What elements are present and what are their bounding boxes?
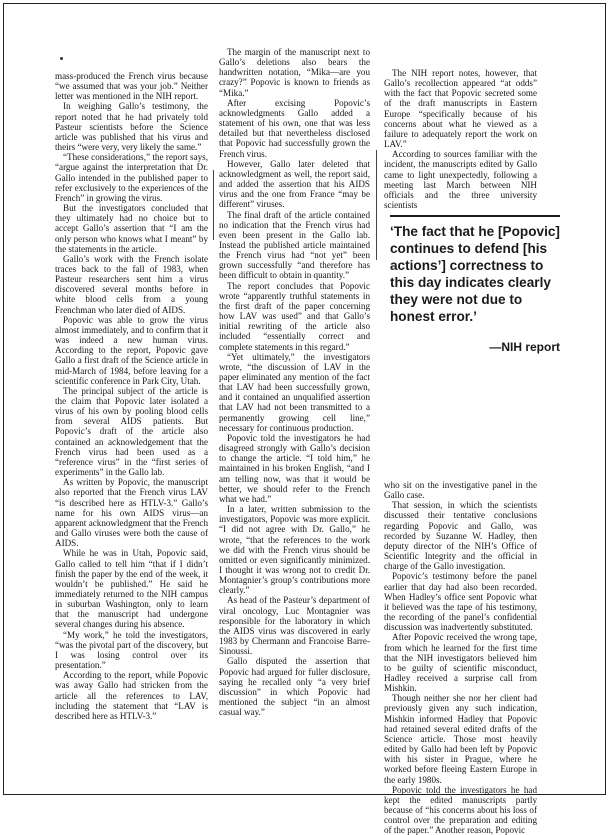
pull-quote-rule [390, 215, 560, 217]
pull-quote-attribution: —NIH report [489, 340, 560, 354]
pull-quote [390, 215, 560, 356]
paragraph: The NIH report notes, however, that Gallo’s recollection appeared “at odds” with the fact that Popovic secreted some of the draft manuscripts in Eastern Europe “specifically because of his concerns about what he viewed as a failure to adequately report the work on LAV.” [384, 68, 537, 150]
paragraph: “Yet ultimately,” the investigators wrote, “the discussion of LAV in the paper eliminated any mention of the fact that LAV had been successfully grown, and it contained an unqualified assertion that LAV had not been transmitted to a permanently growing cell line,” necessary for continuous production. [219, 351, 370, 433]
paragraph: After excising Popovic’s acknowledgments Gallo added a statement of his own, one that was less detailed but that nevertheless disclosed that Popovic had successfully grown the French virus. [219, 97, 370, 159]
paragraph: Gallo disputed the assertion that Popovic had argued for fuller disclosure, saying he recalled only “a very brief discussion” in which Popovic had mentioned the subject “in an almost casual way.” [219, 656, 370, 718]
paragraph: who sit on the investigative panel in the Gallo case. [384, 480, 537, 501]
article-column-2 [219, 47, 370, 717]
paragraph: According to the report, while Popovic was away Gallo had stricken from the article all the references to LAV, including the statement that “LAV is described here as HTLV-3.” [55, 670, 208, 721]
paragraph: As written by Popovic, the manuscript also reported that the French virus LAV “is described here as HTLV-3.” Gallo’s name for his own AIDS virus—an apparent acknowledgment that the French and Gallo viruses were both the cause of AIDS. [55, 477, 208, 549]
paragraph: That session, in which the scientists discussed their tentative conclusions regarding Popovic and Gallo, was recorded by Suzanne W. Hadley, then deputy director of the NIH’s Office of Scientific Integrity and the official in charge of the Gallo investigation. [384, 500, 537, 572]
column-divider-1 [213, 170, 214, 240]
column-divider-2 [376, 150, 377, 260]
article-column-3-top [384, 68, 537, 210]
paragraph: In weighing Gallo’s testimony, the report noted that he had privately told Pasteur scientists before the Science article was published that his virus and theirs “were very, very likely the same.” [55, 101, 208, 153]
paragraph: While he was in Utah, Popovic said, Gallo called to tell him “that if I didn’t finish the paper by the end of the week, it wouldn’t be published.” He said he immediately returned to the NIH campus in suburban Washington, only to learn that the manuscript had undergone several changes during his absence. [55, 548, 208, 630]
article-column-1 [55, 71, 208, 721]
paragraph: “These considerations,” the report says, “argue against the interpretation that Dr. Gallo intended in the published paper to refer exclusively to the experiences of the French” in growing the virus. [55, 152, 208, 203]
paragraph: Popovic’s testimony before the panel earlier that day had also been recorded. When Hadley’s office sent Popovic what it believed was the tape of his testimony, the recording of the panel’s confidential discussion was inadvertently substituted. [384, 571, 537, 633]
article-column-3-bottom [384, 480, 537, 835]
paragraph: Popovic told the investigators he had disagreed strongly with Gallo’s decision to change the article. “I told him,” he maintained in his broken English, “and I am telling now, was that it would be better, we should refer to the French what we had.” [219, 432, 370, 504]
paragraph: Gallo’s work with the French isolate traces back to the fall of 1983, when Pasteur researchers sent him a virus discovered several months before in white blood cells from a young Frenchman who later died of AIDS. [55, 253, 208, 315]
paragraph: In a later, written submission to the investigators, Popovic was more explicit. “I did not agree with Dr. Gallo,” he wrote, “that the references to the work we did with the French virus should be omitted or even significantly minimized. I thought it was wrong not to credit Dr. Montagnier’s group’s contributions more clearly.” [219, 504, 370, 596]
scan-speck [60, 57, 63, 60]
paragraph: However, Gallo later deleted that acknowledgment as well, the report said, and added the assertion that his AIDS virus and the one from France “may be different” viruses. [219, 158, 370, 210]
paragraph: As head of the Pasteur’s department of viral oncology, Luc Montagnier was responsible for the laboratory in which the AIDS virus was discovered in early 1983 by Chermann and Francoise Barre-Sinoussi. [219, 595, 370, 657]
paragraph: Popovic was able to grow the virus almost immediately, and to confirm that it was indeed a new human virus. According to the report, Popovic gave Gallo a first draft of the Science article in mid-March of 1984, before leaving for a scientific conference in Park City, Utah. [55, 314, 208, 386]
paragraph: Popovic told the investigators he had kept the edited manuscripts partly because of “his concerns about his loss of control over the preparation and editing of the paper.” Another reason, Popovic [384, 784, 537, 835]
paragraph: The final draft of the article contained no indication that the French virus had even been present in the Gallo lab. Instead the published article maintained the French virus had “not yet” been grown successfully “and therefore has been difficult to obtain in quantity.” [219, 209, 370, 281]
pull-quote-text: ‘The fact that he [Popovic] continues to defend [his actions’] correctness to this day indicates clearly they were not due to honest error.’ [390, 224, 560, 324]
paragraph: The margin of the manuscript next to Gallo’s deletions also bears the handwritten notation, “Mika—are you crazy?” Popovic is known to friends as “Mika.” [219, 47, 370, 98]
paragraph: Though neither she nor her client had previously given any such indication, Mishkin informed Hadley that Popovic had retained several edited drafts of the Science article. Those most heavily edited by Gallo had been left by Popovic with his sister in Prague, where he worked before fleeing Eastern Europe in the early 1980s. [384, 693, 537, 785]
paragraph: The principal subject of the article is the claim that Popovic later isolated a virus of his own by pooling blood cells from several AIDS patients. But Popovic’s draft of the article also contained an acknowledgement that the French virus had been used as a “reference virus” in the “first series of experiments” in the Gallo lab. [55, 385, 208, 478]
paragraph: But the investigators concluded that they ultimately had no choice but to accept Gallo’s assertion that “I am the only person who knows what I meant” by the statements in the article. [55, 203, 208, 254]
paragraph: After Popovic received the wrong tape, from which he learned for the first time that the NIH investigators believed him to be guilty of scientific misconduct, Hadley received a surprise call from Mishkin. [384, 632, 537, 694]
paragraph: The report concludes that Popovic wrote “apparently truthful statements in the first draft of the paper concerning how LAV was used” and that Gallo’s initial rewriting of the article also included “essentially correct and complete statements in this regard.” [219, 280, 370, 352]
paragraph: According to sources familiar with the incident, the manuscripts edited by Gallo came to light unexpectedly, following a meeting last March between NIH officials and the three university scientists [384, 149, 537, 211]
paragraph: “My work,” he told the investigators, “was the pivotal part of the discovery, but I was losing control over its presentation.” [55, 629, 208, 671]
paragraph: mass-produced the French virus because “we assumed that was your job.” Neither letter was mentioned in the NIH report. [55, 71, 208, 102]
